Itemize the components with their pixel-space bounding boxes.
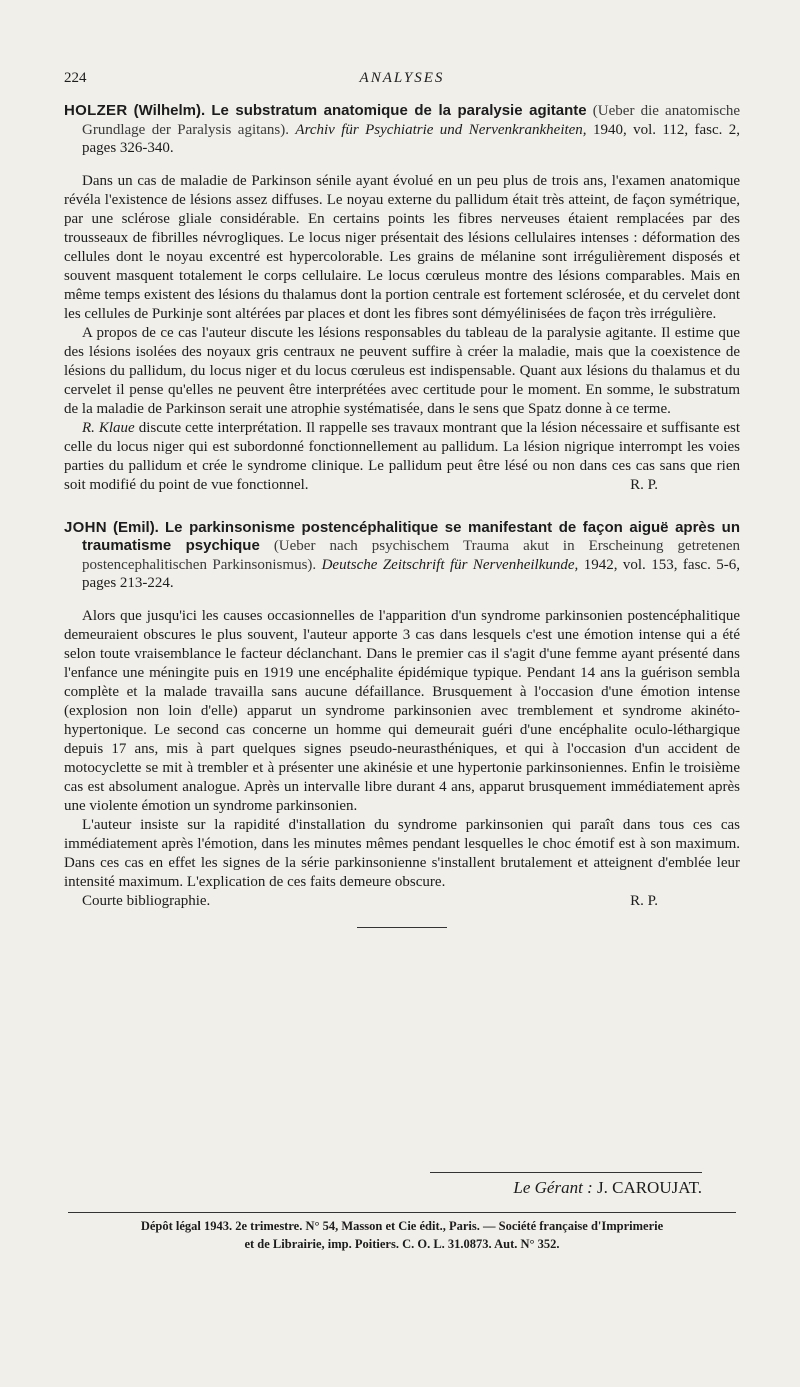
reviewer-signature: R. P. [630, 892, 658, 909]
review-john [64, 519, 740, 928]
entry-heading [64, 102, 740, 158]
author-first-name: (Emil). [113, 518, 159, 536]
author-first-name: (Wilhelm). [133, 102, 206, 119]
discussant-name: R. Klaue [82, 419, 135, 436]
french-title: Le substratum anatomique de la paralysie agitante [211, 102, 587, 119]
footer-divider [68, 1212, 736, 1213]
french-title: Le parkinsonisme postencéphalitique se manifestant de façon aiguë après un traumatisme psychique [82, 518, 740, 554]
discussion-text: discute cette interprétation. Il rappelle ses travaux montrant que la lésion nécessaire et suffisante est celle du locus niger qui est subordonné fonctionnellement au pallidum. La lésion nigrique interrompt les voies parties du pallidum et crée le syndrome clinique. Le pallidum peut être lésé ou non dans ces cas sans que rien soit modifié du point de vue fonctionnel. [64, 419, 740, 493]
signoff [64, 892, 740, 911]
author-name: HOLZER [64, 102, 128, 119]
author-name: JOHN [64, 518, 107, 536]
imprint-line: Dépôt légal 1943. 2e trimestre. N° 54, Masson et Cie édit., Paris. — Société française d'Imprimerie [140, 1219, 664, 1233]
imprint-line: et de Librairie, imp. Poitiers. C. O. L. 31.0873. Aut. N° 352. [244, 1237, 560, 1251]
paragraph: Dans un cas de maladie de Parkinson sénile ayant évolué en un peu plus de trois ans, l'examen anatomique révéla l'existence de lésions assez diffuses. Le noyau externe du pallidum était très atteint, de façon symétrique, par une sclérose gliale considérable. En certains points les fibres nerveuses étaient remplacées par des trousseaux de fibrilles névrogliques. Le locus niger présentait des lésions cellulaires intenses : déformation des cellules dont le noyau excentré est hypercolorable. Les grains de mélanine sont irrégulièrement disposés et souvent masquent totalement le corps cellulaire. Le locus cœruleus montre des lésions comparables. Mais en même temps existent des lésions du thalamus dont la portion centrale est fortement sclérosée, et du cervelet dont les cellules de Purkinje sont altérées par places et dont les fibres sont démyélinisées de façon très irrégulière. [64, 172, 740, 322]
page [64, 70, 740, 928]
entry-heading [64, 519, 740, 593]
citation: 1940, vol. 112, fasc. 2, pages 326-340. [82, 121, 741, 156]
section-divider [357, 927, 447, 928]
original-title: (Ueber nach psychischem Trauma akut in Erscheinung getretenen postencephalitischen Parkinsonismus). [82, 538, 740, 573]
running-head [64, 70, 740, 92]
imprint-footer [68, 1217, 736, 1253]
paragraph: L'auteur insiste sur la rapidité d'installation du syndrome parkinsonien qui paraît dans tous ces cas immédiatement après l'émotion, dans les minutes mêmes pendant lesquelles le choc émotif est à son maximum. Dans ces cas en effet les signes de la série parkinsonienne s'installent brutalement et atteignent d'emblée leur intensité maximum. L'explication de ces faits demeure obscure. [64, 816, 740, 890]
reviewer-signature: R. P. [630, 476, 658, 493]
journal-name: Deutsche Zeitschrift für Nervenheilkunde, [321, 556, 579, 573]
page-number: 224 [64, 70, 87, 86]
citation: 1942, vol. 153, fasc. 5-6, pages 213-224. [82, 556, 741, 591]
manager-name: J. CAROUJAT. [596, 1178, 702, 1197]
review-holzer [64, 102, 740, 495]
paragraph: A propos de ce cas l'auteur discute les lésions responsables du tableau de la paralysie agitante. Il estime que des lésions isolées des noyaux gris centraux ne peuvent suffire à créer la maladie, mais que la coexistence de lésions du pallidum, du locus niger et du locus cœruleus est indispensable. Quant aux lésions du thalamus et du cervelet il pense qu'elles ne peuvent être interprétées avec certitude pour le moment. En somme, le substratum de la maladie de Parkinson serait une atrophie systématisée, dans le sens que Spatz donne à ce terme. [64, 324, 740, 417]
review-body [64, 172, 740, 495]
running-title: ANALYSES [359, 70, 445, 86]
paragraph: Alors que jusqu'ici les causes occasionnelles de l'apparition d'un syndrome parkinsonien postencéphalitique demeuraient obscures le plus souvent, l'auteur apporte 3 cas dans lesquels c'est une émotion intense qui a été selon toute vraisemblance le facteur déclanchant. Dans le premier cas il s'agit d'une femme ayant présenté dans l'enfance une méningite puis en 1919 une encéphalite épidémique typique. Pendant 14 ans la guérison sembla complète et la malade travailla sans aucune défaillance. Brusquement à l'occasion d'une émotion intense (explosion non loin d'elle) apparut un syndrome parkinsonien avec tremblement et syndrome akinéto-hypertonique. Le second cas concerne un homme qui demeurait guéri d'une encéphalite oculo-léthargique depuis 17 ans, mis à part quelques signes pseudo-neurasthéniques, et qui à l'occasion d'un accident de motocyclette se mit à trembler et à présenter une akinésie et une hypertonie parkinsoniennes. Enfin le troisième cas est absolument analogue. Après un intervalle libre durant 4 ans, apparut brusquement immédiatement après une violente émotion un syndrome parkinsonien. [64, 607, 740, 814]
journal-name: Archiv für Psychiatrie und Nervenkrankheiten, [295, 121, 587, 138]
publisher-manager [430, 1172, 702, 1198]
review-body [64, 607, 740, 892]
closing-note: Courte bibliographie. [82, 892, 211, 909]
manager-label: Le Gérant : [513, 1178, 593, 1197]
original-title: (Ueber die anatomische Grundlage der Paralysis agitans). [82, 103, 741, 138]
